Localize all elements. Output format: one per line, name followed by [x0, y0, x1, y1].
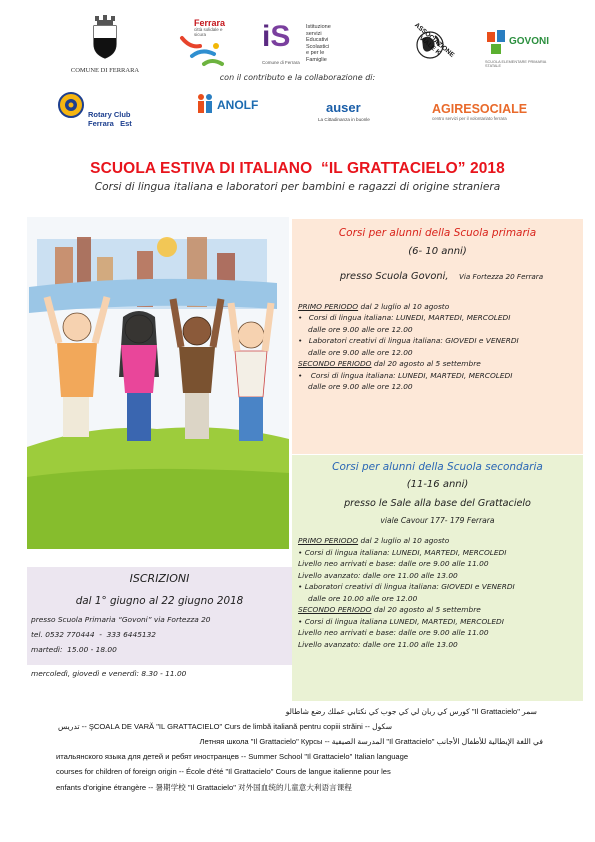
- logo-ferrara-solidale: [176, 18, 242, 72]
- footer-line: итальянского языка для детей и ребят иностранцев -- Summer School "Il Grattacielo" Italian language: [56, 752, 409, 761]
- bullet-text: Laboratori creativi di lingua italiana: GIOVEDI e VENERDI: [308, 336, 519, 346]
- primary-bullet-3-time: dalle ore 9.00 alle ore 12.00: [308, 382, 413, 392]
- govoni-label: GOVONI: [509, 36, 550, 47]
- secondary-address: viale Cavour 177- 179 Ferrara: [380, 516, 495, 525]
- primary-venue: presso Scuola Govoni,: [339, 271, 449, 282]
- ferrara-swirl-icon: [176, 18, 242, 72]
- comune-crest-icon: [70, 14, 140, 62]
- logo-associazione: [395, 14, 465, 76]
- secondary-ages: (11-16 anni): [406, 479, 469, 490]
- children-skyline-drawing: [27, 217, 289, 549]
- secondary-venue: presso le Sale alla base del Grattacielo: [344, 498, 531, 509]
- rotary-label: Rotary Club: [88, 110, 131, 119]
- secondary-bullet-1-level-1: Livello neo arrivati e base: dalle ore 9.00 alle 11.00: [298, 559, 489, 569]
- primary-bullet-2-time: dalle ore 9.00 alle ore 12.00: [308, 347, 413, 357]
- multilingual-footer: [0, 707, 595, 817]
- page-title: SCUOLA ESTIVA DI ITALIANO “IL GRATTACIELO” 2018: [90, 160, 505, 177]
- is-line: e per le Famiglie: [306, 50, 327, 63]
- govoni-mark-icon: [485, 28, 509, 58]
- secondary-heading: Corsi per alunni della Scuola secondaria: [332, 461, 543, 473]
- agire-label: AGIRESOCIALE: [432, 102, 528, 116]
- primary-bullet-2: • Laboratori creativi di lingua italiana: GIOVEDI e VENERDI: [298, 336, 519, 346]
- children-illustration: [27, 217, 289, 549]
- bullet-text: Corsi di lingua italiana: LUNEDI, MARTEDI, MERCOLEDI: [310, 370, 513, 380]
- logo-agire-sociale: [432, 102, 532, 128]
- secondary-bullet-1-level-2: Livello avanzato: dalle ore 11.00 alle 13.00: [298, 570, 458, 580]
- primary-address: Via Fortezza 20 Ferrara: [458, 272, 544, 281]
- logo-istituzione: [262, 20, 342, 72]
- iscrizioni-hours-2: mercoledì, giovedì e venerdì: 8.30 - 11.00: [31, 669, 187, 678]
- secondary-period-1: [298, 535, 580, 547]
- period-dates: dal 2 luglio al 10 agosto: [358, 536, 450, 545]
- primary-heading: Corsi per alunni della Scuola primaria: [338, 227, 537, 239]
- secondary-bullet-2-time: dalle ore 10.00 alle ore 12.00: [308, 593, 418, 603]
- auser-label: auser: [326, 100, 361, 115]
- is-lines: [306, 24, 342, 64]
- logo-comune-ferrara: [70, 14, 140, 72]
- footer-line: Летняя школа "Il Grattacielo" Курсы -- المدرسة الصيفية "Il Grattacielo" في اللغة الإيطالية للأطفال الأجانب: [199, 737, 543, 746]
- footer-line: courses for children of foreign origin -- École d'été "Il Grattacielo" Cours de langue italienne pour les: [56, 767, 391, 776]
- is-line: Istituzione: [306, 24, 331, 30]
- rotary-wheel-icon: [56, 90, 86, 120]
- primary-school-box: [292, 219, 583, 454]
- primary-bullet-3: • Corsi di lingua italiana: LUNEDI, MARTEDI, MERCOLEDI: [298, 370, 513, 380]
- iscrizioni-hours-1: martedì: 15.00 - 18.00: [31, 645, 117, 654]
- secondary-bullet-3-level-1: Livello neo arrivati e base: dalle ore 9.00 alle 11.00: [298, 628, 489, 638]
- ferrara-sub: città solidale e sicura: [194, 27, 223, 37]
- secondary-schedule: [298, 535, 580, 650]
- period-dates: dal 2 luglio al 10 agosto: [358, 302, 450, 311]
- secondary-bullet-1: • Corsi di lingua italiana: LUNEDI, MARTEDI, MERCOLEDI: [298, 547, 507, 557]
- rotary-sub: Ferrara Est: [88, 119, 132, 128]
- primary-period-1: [298, 301, 580, 312]
- comune-label: COMUNE DI FERRARA: [70, 67, 140, 74]
- is-line: servizi: [306, 30, 322, 37]
- footer-line: تدريس -- ŞCOALA DE VARĂ "IL GRATTACIELO" Curs de limbă italiană pentru copiii străini -- سکول: [58, 722, 393, 731]
- secondary-bullet-2: • Laboratori creativi di lingua italiana: GIOVEDI e VENERDI: [298, 582, 515, 592]
- period-label: PRIMO PERIODO: [298, 536, 359, 545]
- agire-sub: centro servizi per il volontariato ferrara: [432, 116, 507, 121]
- footer-line: enfants d'origine étrangère -- 暑期学校 "Il Grattacielo" 对外国血统的儿童意大利语言课程: [56, 783, 352, 792]
- iscrizioni-place: presso Scuola Primaria “Govoni” via Fortezza 20: [31, 615, 211, 624]
- primary-ages: (6- 10 anni): [408, 246, 467, 257]
- secondary-period-2: [298, 604, 580, 616]
- primary-bullet-1-time: dalle ore 9.00 alle ore 12.00: [308, 324, 413, 334]
- iscrizioni-box: [27, 567, 292, 665]
- contributo-text: con il contributo e la collaborazione di:: [219, 73, 376, 82]
- footer-line: سمر "Il Grattacielo" كورس كي ربان لي كي جوب كي نكتابي عملك رضع شاطالو: [285, 707, 537, 716]
- period-label: SECONDO PERIODO: [298, 359, 372, 369]
- secondary-school-box: [292, 455, 583, 701]
- is-sub: Comune di Ferrara: [262, 60, 300, 65]
- secondary-bullet-3: • Corsi di lingua italiana LUNEDI, MARTEDI, MERCOLEDI: [298, 616, 504, 626]
- iscrizioni-phone: tel. 0532 770444 - 333 6445132: [31, 630, 157, 639]
- primary-period-2: [298, 358, 580, 369]
- anolf-label: ANOLF: [217, 98, 259, 112]
- anolf-figures-icon: [195, 92, 215, 118]
- logo-rotary: [56, 86, 146, 138]
- iscrizioni-heading: ISCRIZIONI: [129, 572, 190, 585]
- auser-sub: La Cittadinanza in buonle: [318, 117, 370, 122]
- period-dates: dal 20 agosto al 5 settembre: [371, 605, 481, 615]
- is-mark-icon: iS: [262, 20, 291, 53]
- logo-anolf: [195, 92, 275, 122]
- page-subtitle: Corsi di lingua italiana e laboratori per bambini e ragazzi di origine straniera: [94, 181, 501, 193]
- period-dates: dal 20 agosto al 5 settembre: [371, 359, 481, 369]
- primary-schedule: [298, 301, 580, 393]
- primary-bullet-1: • Corsi di lingua italiana: LUNEDI, MARTEDI, MERCOLEDI: [298, 313, 511, 323]
- bullet-text: Corsi di lingua italiana: LUNEDI, MARTEDI, MERCOLEDI: [308, 313, 511, 323]
- logo-govoni: [485, 26, 555, 70]
- period-label: SECONDO PERIODO: [298, 605, 372, 615]
- is-line: Educativi: [306, 37, 329, 44]
- associazione-label: ASSOCIAZIONE VIALE K: [413, 21, 456, 59]
- logo-auser: [318, 96, 398, 126]
- govoni-sub: SCUOLA ELEMENTARE PRIMARIA STATALE: [485, 60, 547, 68]
- ferrara-label: Ferrara: [194, 18, 226, 28]
- secondary-bullet-3-level-2: Livello avanzato: dalle ore 11.00 alle 13.00: [298, 639, 458, 649]
- is-line: Scolastici: [306, 43, 330, 50]
- primary-venue-line: [304, 266, 579, 284]
- period-label: PRIMO PERIODO: [298, 302, 359, 311]
- iscrizioni-dates: dal 1° giugno al 22 giugno 2018: [75, 595, 244, 607]
